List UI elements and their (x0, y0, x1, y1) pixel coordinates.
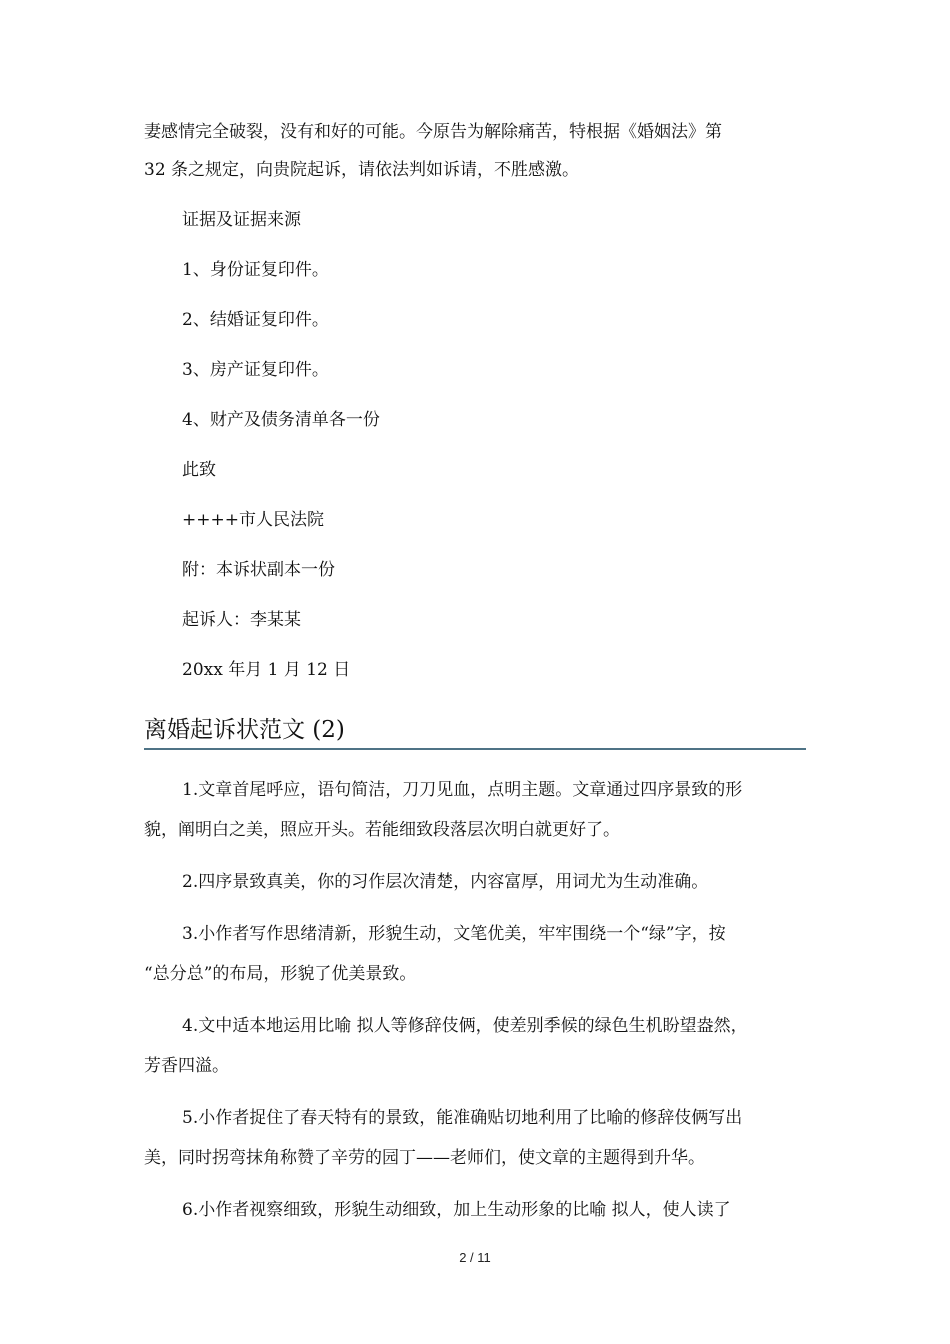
paragraph-rest: 貌，阐明白之美，照应开头。若能细致段落层次明白就更好了。 (144, 820, 620, 840)
paragraph (144, 1098, 806, 1178)
paragraph (144, 1006, 806, 1086)
list-item: 4、财产及债务清单各一份 (182, 410, 380, 430)
paragraph-first-line: 5.小作者捉住了春天特有的景致，能准确贴切地利用了比喻的修辞伎俩写出 (182, 1108, 743, 1128)
list-item: 此致 (182, 460, 216, 480)
paragraph (144, 862, 806, 902)
paragraph-rest: 芳香四溢。 (144, 1056, 229, 1076)
list-item: ++++市人民法院 (182, 510, 324, 530)
paragraph-first-line: 3.小作者写作思绪清新，形貌生动，文笔优美，牢牢围绕一个“绿”字，按 (182, 924, 726, 944)
list-item: 1、身份证复印件。 (182, 260, 329, 280)
paragraph-rest: 美，同时拐弯抹角称赞了辛劳的园丁——老师们，使文章的主题得到升华。 (144, 1148, 705, 1168)
body-line: 32 条之规定，向贵院起诉，请依法判如诉请，不胜感激。 (144, 160, 580, 180)
list-item: 2、结婚证复印件。 (182, 310, 329, 330)
list-item: 附：本诉状副本一份 (182, 560, 335, 580)
list-item: 证据及证据来源 (182, 210, 301, 230)
evidence-list (144, 195, 806, 695)
section2-body (144, 770, 806, 1242)
paragraph (144, 914, 806, 994)
paragraph-first-line: 2.四序景致真美，你的习作层次清楚，内容富厚，用词尤为生动准确。 (182, 872, 709, 892)
paragraph-first-line: 4.文中适本地运用比喻 拟人等修辞伎俩，使差别季候的绿色生机盼望盎然， (182, 1016, 748, 1036)
list-item: 起诉人：李某某 (182, 610, 301, 630)
body-line: 妻感情完全破裂，没有和好的可能。今原告为解除痛苦，特根据《婚姻法》第 (144, 122, 722, 142)
list-item: 20xx 年月 1 月 12 日 (182, 660, 351, 680)
list-item: 3、房产证复印件。 (182, 360, 329, 380)
paragraph-first-line: 6.小作者视察细致，形貌生动细致，加上生动形象的比喻 拟人，使人读了 (182, 1200, 731, 1220)
paragraph-first-line: 1.文章首尾呼应，语句简洁，刀刀见血，点明主题。文章通过四序景致的形 (182, 780, 743, 800)
paragraph (144, 770, 806, 850)
section1-intro (144, 113, 806, 189)
page-number: 2 / 11 (459, 1250, 491, 1265)
section-heading: 离婚起诉状范文 (2) (144, 712, 806, 750)
paragraph (144, 1190, 806, 1230)
paragraph-rest: “总分总”的布局，形貌了优美景致。 (144, 964, 417, 984)
